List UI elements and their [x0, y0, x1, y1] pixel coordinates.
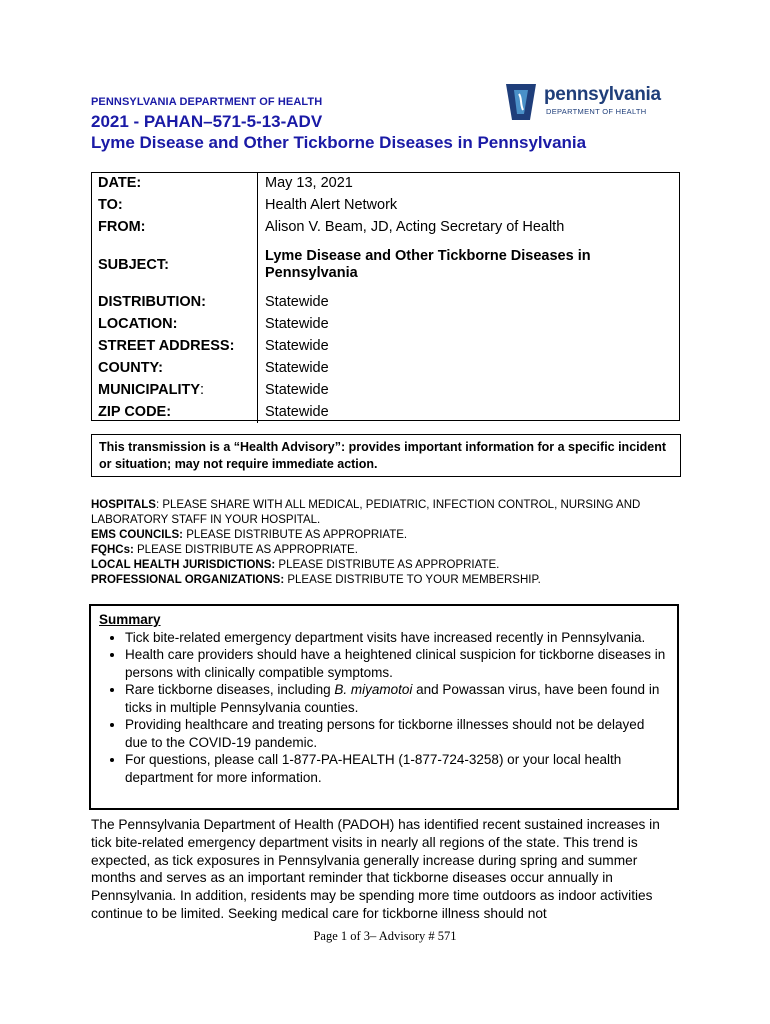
note-ems-councils — [91, 528, 681, 543]
county-value: Statewide — [265, 360, 329, 376]
municipality-colon: : — [200, 382, 205, 398]
alert-info-table — [91, 172, 681, 423]
logo-wordmark: pennsylvania — [544, 84, 661, 105]
location-label: LOCATION: — [91, 313, 258, 335]
distribution-notes — [91, 498, 681, 588]
to-value: Health Alert Network — [265, 197, 398, 213]
county-label: COUNTY: — [91, 357, 258, 379]
advisory-notice: This transmission is a “Health Advisory”: provides important information for a specific incident or situation; may not require immediate action. — [91, 434, 681, 477]
date-value: May 13, 2021 — [265, 175, 353, 191]
bullet-emphasis: B. miyamotoi — [334, 682, 413, 697]
zip-code-value: Statewide — [265, 404, 329, 420]
summary-bullet: • Tick bite-related emergency department visits have increased recently in Pennsylvania. — [125, 629, 669, 647]
note-professional-orgs — [91, 573, 681, 588]
from-value: Alison V. Beam, JD, Acting Secretary of Health — [265, 219, 565, 235]
pennsylvania-logo — [500, 80, 660, 122]
summary-bullet — [125, 681, 669, 716]
distribution-label: DISTRIBUTION: — [91, 291, 258, 313]
subject-label: SUBJECT: — [91, 238, 258, 291]
note-label: EMS COUNCILS: — [91, 529, 183, 541]
note-text: PLEASE DISTRIBUTE AS APPROPRIATE. — [133, 544, 358, 556]
municipality-value: Statewide — [265, 382, 329, 398]
zip-code-label: ZIP CODE: — [91, 401, 258, 423]
keystone-icon — [500, 80, 542, 122]
summary-box — [89, 604, 679, 810]
note-local-health — [91, 558, 681, 573]
distribution-value: Statewide — [265, 294, 329, 310]
note-label: HOSPITALS — [91, 499, 156, 511]
department-header: PENNSYLVANIA DEPARTMENT OF HEALTH — [91, 96, 323, 108]
to-label: TO: — [91, 194, 258, 216]
summary-heading: Summary — [99, 612, 161, 627]
bullet-text: and Powassan virus, have been found in ticks in multiple Pennsylvania counties. — [125, 682, 660, 715]
summary-bullet: • For questions, please call 1-877-PA-HEALTH (1-877-724-3258) or your local health department for more information. — [125, 751, 669, 786]
municipality-label — [91, 379, 258, 401]
note-text: : PLEASE SHARE WITH ALL MEDICAL, PEDIATRIC, INFECTION CONTROL, NURSING AND LABORATORY STAFF IN YOUR HOSPITAL. — [91, 499, 641, 526]
note-text: PLEASE DISTRIBUTE TO YOUR MEMBERSHIP. — [284, 574, 541, 586]
street-address-label: STREET ADDRESS: — [91, 335, 258, 357]
summary-bullet: • Providing healthcare and treating persons for tickborne illnesses should not be delayed due to the COVID-19 pandemic. — [125, 716, 669, 751]
note-text: PLEASE DISTRIBUTE AS APPROPRIATE. — [183, 529, 408, 541]
from-label: FROM: — [91, 216, 258, 238]
logo-subtitle: DEPARTMENT OF HEALTH — [546, 107, 647, 116]
note-fqhcs — [91, 543, 681, 558]
note-label: PROFESSIONAL ORGANIZATIONS: — [91, 574, 285, 586]
street-address-value: Statewide — [265, 338, 329, 354]
summary-bullet: • Health care providers should have a heightened clinical suspicion for tickborne diseases in persons with clinically compatible symptoms. — [125, 646, 669, 681]
subject-value: Lyme Disease and Other Tickborne Diseases in Pennsylvania — [265, 247, 591, 281]
bullet-text: Rare tickborne diseases, including — [125, 682, 335, 697]
page-title: Lyme Disease and Other Tickborne Diseases in Pennsylvania — [91, 133, 587, 152]
date-label: DATE: — [91, 172, 258, 194]
summary-list — [99, 629, 669, 787]
note-text: PLEASE DISTRIBUTE AS APPROPRIATE. — [275, 559, 500, 571]
note-label: FQHCs: — [91, 544, 134, 556]
note-hospitals — [91, 498, 681, 528]
note-label: LOCAL HEALTH JURISDICTIONS: — [91, 559, 276, 571]
body-paragraph: The Pennsylvania Department of Health (PADOH) has identified recent sustained increases in tick bite-related emergency department visits in nearly all regions of the state. This trend is expected, as tick exposures in Pennsylvania generally increase during spring and summer months and serves as an important reminder that tickborne diseases occur annually in Pennsylvania. In addition, residents may be spending more time outdoors as indoor activities continue to be limited. Seeking medical care for tickborne illness should not — [91, 817, 660, 921]
municipality-label-text: MUNICIPALITY — [98, 382, 201, 398]
page-footer: Page 1 of 3– Advisory # 571 — [313, 929, 457, 943]
advisory-id: 2021 - PAHAN–571-5-13-ADV — [91, 112, 323, 131]
location-value: Statewide — [265, 316, 329, 332]
